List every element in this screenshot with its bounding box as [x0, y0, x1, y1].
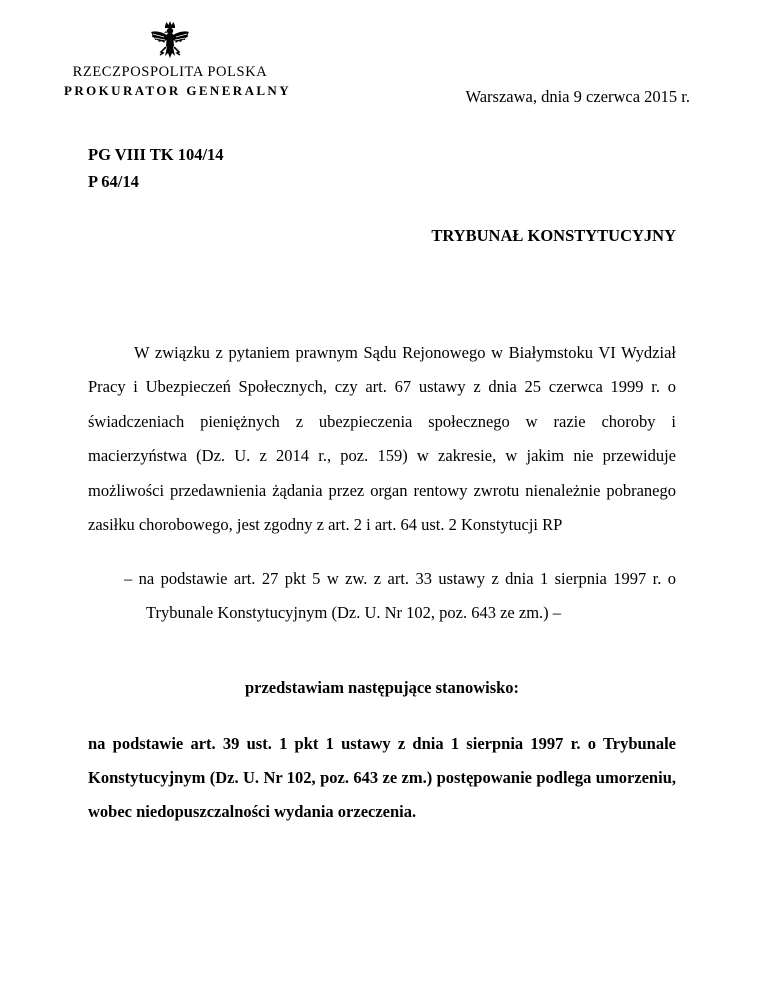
- polish-eagle-icon: [148, 20, 192, 62]
- legal-basis-paragraph: – na podstawie art. 27 pkt 5 w zw. z art. 33 ustawy z dnia 1 sierpnia 1997 r. o Trybunale Konstytucyjnym (Dz. U. Nr 102, poz. 643 ze zm.) –: [124, 569, 676, 622]
- conclusion-paragraph: na podstawie art. 39 ust. 1 pkt 1 ustawy z dnia 1 sierpnia 1997 r. o Trybunale Konstytucyjnym (Dz. U. Nr 102, poz. 643 ze zm.) postępowanie podlega umorzeniu, wobec niedopuszczalności wydania orzeczenia.: [88, 734, 676, 821]
- office-name: PROKURATOR GENERALNY: [64, 83, 292, 98]
- intro-paragraph: W związku z pytaniem prawnym Sądu Rejonowego w Białymstoku VI Wydział Pracy i Ubezpieczeń Społecznych, czy art. 67 ustawy z dnia 25 czerwca 1999 r. o świadczeniach pieniężnych z ubezpieczenia społecznego w razie choroby i macierzyństwa (Dz. U. z 2014 r., poz. 159) w zakresie, w jakim nie przewiduje możliwości przedawnienia żądania przez organ rentowy zwrotu nienależnie pobranego zasiłku chorobowego, jest zgodny z art. 2 i art. 64 ust. 2 Konstytucji RP: [88, 343, 676, 535]
- country-name: RZECZPOSPOLITA POLSKA: [72, 64, 268, 80]
- case-number: PG VIII TK 104/14: [88, 145, 224, 164]
- place-date: Warszawa, dnia 9 czerwca 2015 r.: [465, 87, 690, 106]
- position-heading: przedstawiam następujące stanowisko:: [244, 678, 520, 697]
- tribunal-case-number: P 64/14: [88, 172, 139, 191]
- addressee: TRYBUNAŁ KONSTYTUCYJNY: [431, 226, 676, 245]
